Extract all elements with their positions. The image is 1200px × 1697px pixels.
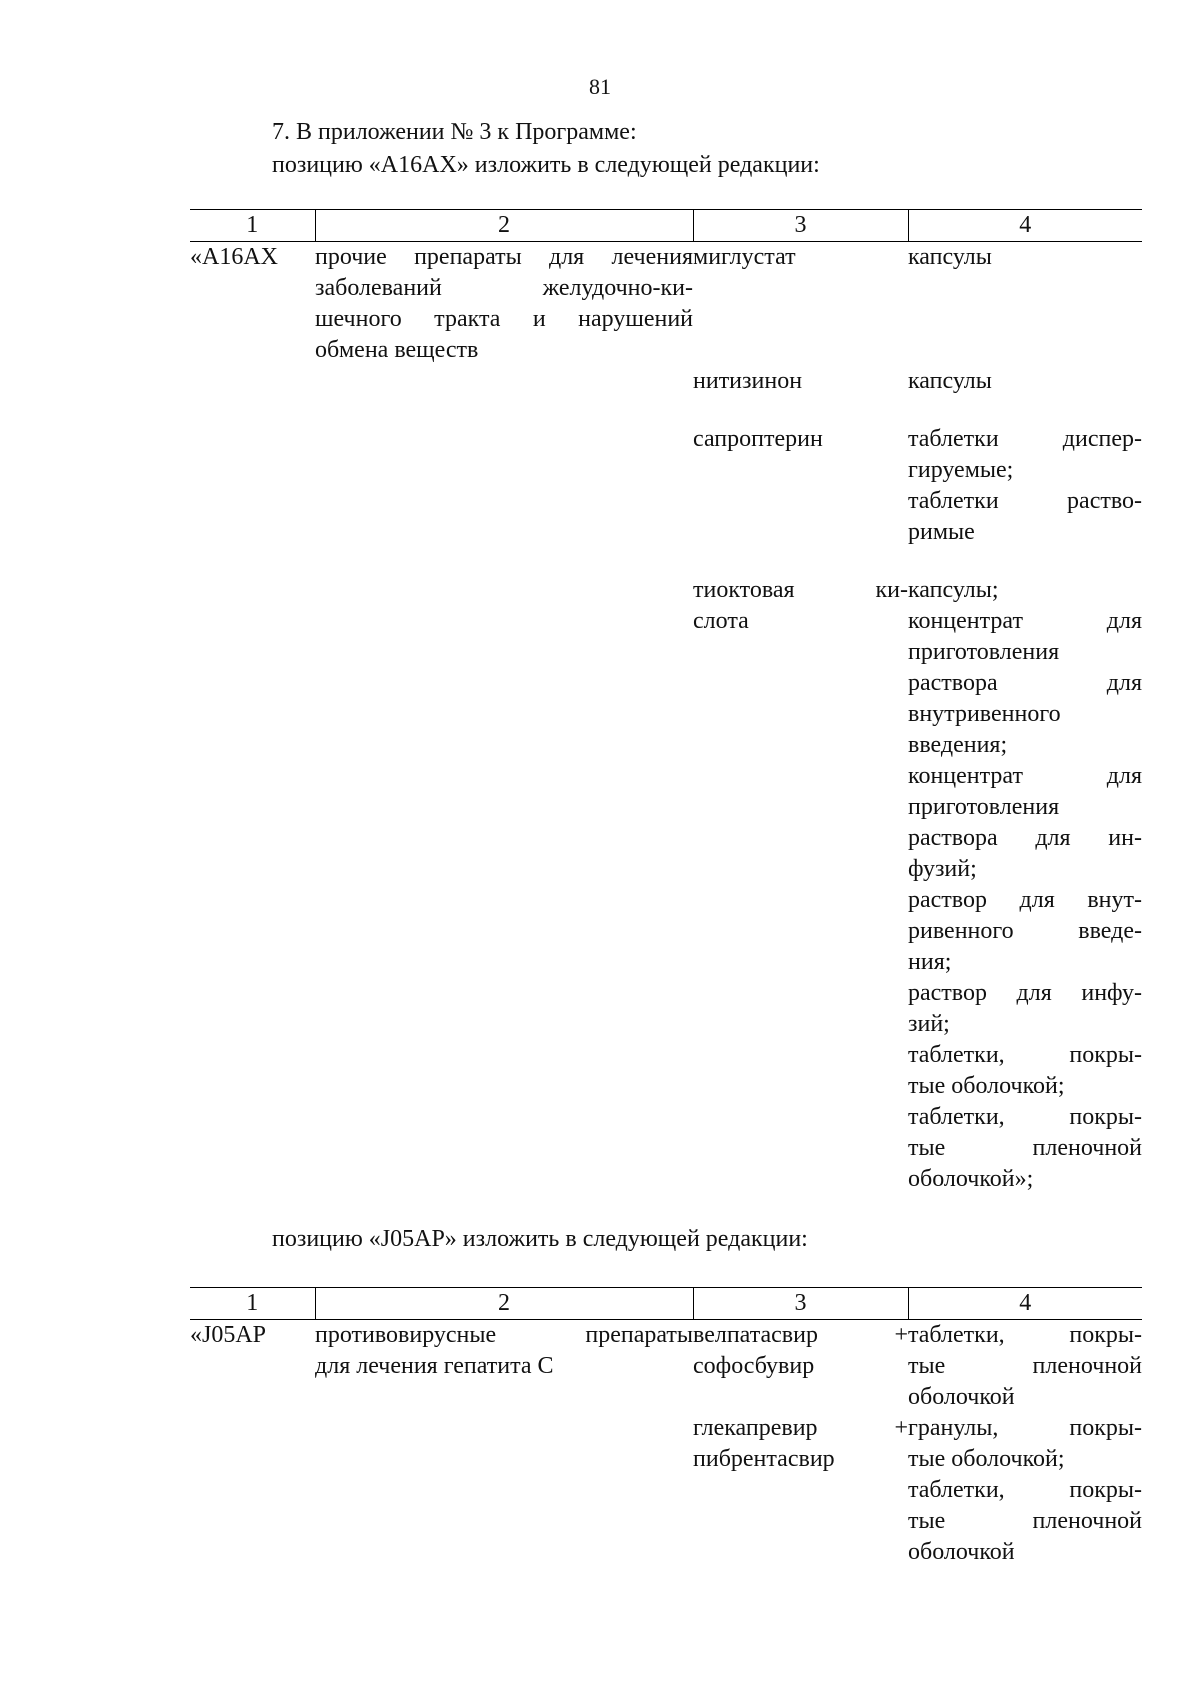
- intro-block: [272, 117, 820, 181]
- form-line: оболочкой»;: [908, 1166, 1034, 1192]
- drug-name: [693, 424, 908, 548]
- form-line: гируемые;: [908, 457, 1014, 483]
- group-name: [315, 1320, 693, 1414]
- form-line: капсулы: [908, 368, 992, 394]
- table-row: [190, 1320, 1142, 1414]
- page-number: 81: [589, 74, 611, 99]
- form-line: внутривенного: [908, 701, 1061, 727]
- drug-line: нитизинон: [693, 368, 803, 394]
- form-line: ривенного введе-: [908, 918, 1142, 944]
- form-line: таблетки, покры-: [908, 1104, 1142, 1130]
- drug-line: сапроптерин: [693, 426, 823, 452]
- form-line: таблетки, покры-: [908, 1322, 1142, 1348]
- header-col-3: 3: [693, 1288, 908, 1320]
- drug-line: тиоктовая ки-: [693, 577, 908, 603]
- drug-line: слота: [693, 608, 749, 634]
- group-line: заболеваний желудочно-ки-: [315, 275, 693, 301]
- drug-line: софосбувир: [693, 1353, 815, 1379]
- form-line: капсулы: [908, 244, 992, 270]
- form-line: тые оболочкой;: [908, 1073, 1065, 1099]
- dosage-form: [908, 366, 1142, 397]
- form-line: раствор для инфу-: [908, 980, 1142, 1006]
- group-line: для лечения гепатита С: [315, 1353, 554, 1379]
- header-col-1: 1: [190, 210, 315, 242]
- atc-code: «J05AP: [190, 1322, 267, 1348]
- form-line: приготовления: [908, 639, 1060, 665]
- dosage-form: [908, 1413, 1142, 1568]
- drug-name: [693, 575, 908, 1195]
- header-col-3: 3: [693, 210, 908, 242]
- form-line: зий;: [908, 1011, 950, 1037]
- form-line: таблетки раство-: [908, 488, 1142, 514]
- group-line: прочие препараты для лечения: [315, 244, 693, 270]
- table-row: [190, 242, 1142, 367]
- table-header-row: [190, 1288, 1142, 1320]
- atc-code: «A16AX: [190, 244, 278, 270]
- form-line: гранулы, покры-: [908, 1415, 1142, 1441]
- form-line: оболочкой: [908, 1539, 1015, 1565]
- form-line: римые: [908, 519, 975, 545]
- group-line: обмена веществ: [315, 337, 479, 363]
- form-line: таблетки диспер-: [908, 426, 1142, 452]
- table-row: [190, 1413, 1142, 1568]
- form-line: тые пленочной: [908, 1135, 1142, 1161]
- form-line: фузий;: [908, 856, 977, 882]
- form-line: тые пленочной: [908, 1508, 1142, 1534]
- dosage-form: [908, 575, 1142, 1195]
- form-line: концентрат для: [908, 608, 1142, 634]
- dosage-form: [908, 1320, 1142, 1414]
- form-line: капсулы;: [908, 577, 999, 603]
- form-line: таблетки, покры-: [908, 1477, 1142, 1503]
- drug-line: глекапревир +: [693, 1415, 908, 1441]
- intro-line-2: позицию «A16AX» изложить в следующей редакции:: [272, 152, 820, 178]
- dosage-form: [908, 242, 1142, 367]
- header-col-2: 2: [315, 210, 693, 242]
- table-header-row: [190, 210, 1142, 242]
- table-a16ax: [190, 209, 1142, 1195]
- form-line: раствор для внут-: [908, 887, 1142, 913]
- drug-name: [693, 1413, 908, 1568]
- table-j05ap: [190, 1287, 1142, 1568]
- form-line: введения;: [908, 732, 1008, 758]
- form-line: оболочкой: [908, 1384, 1015, 1410]
- group-line: шечного тракта и нарушений: [315, 306, 693, 332]
- form-line: тые оболочкой;: [908, 1446, 1065, 1472]
- header-col-1: 1: [190, 1288, 315, 1320]
- header-col-4: 4: [908, 1288, 1142, 1320]
- group-name: [315, 242, 693, 367]
- table-row: [190, 575, 1142, 1195]
- drug-name: [693, 366, 908, 397]
- intro-line-1: 7. В приложении № 3 к Программе:: [272, 119, 637, 145]
- form-line: тые пленочной: [908, 1353, 1142, 1379]
- form-line: раствора для: [908, 670, 1142, 696]
- drug-name: [693, 242, 908, 367]
- table-row: [190, 424, 1142, 548]
- drug-line: миглустат: [693, 244, 796, 270]
- drug-line: пибрентасвир: [693, 1446, 835, 1472]
- form-line: ния;: [908, 949, 952, 975]
- form-line: приготовления: [908, 794, 1060, 820]
- header-col-2: 2: [315, 1288, 693, 1320]
- table-row: [190, 366, 1142, 397]
- form-line: концентрат для: [908, 763, 1142, 789]
- drug-name: [693, 1320, 908, 1414]
- header-col-4: 4: [908, 210, 1142, 242]
- form-line: раствора для ин-: [908, 825, 1142, 851]
- drug-line: велпатасвир +: [693, 1322, 908, 1348]
- group-line: противовирусные препараты: [315, 1322, 693, 1348]
- form-line: таблетки, покры-: [908, 1042, 1142, 1068]
- dosage-form: [908, 424, 1142, 548]
- lead-j05ap: позицию «J05AP» изложить в следующей редакции:: [272, 1226, 808, 1252]
